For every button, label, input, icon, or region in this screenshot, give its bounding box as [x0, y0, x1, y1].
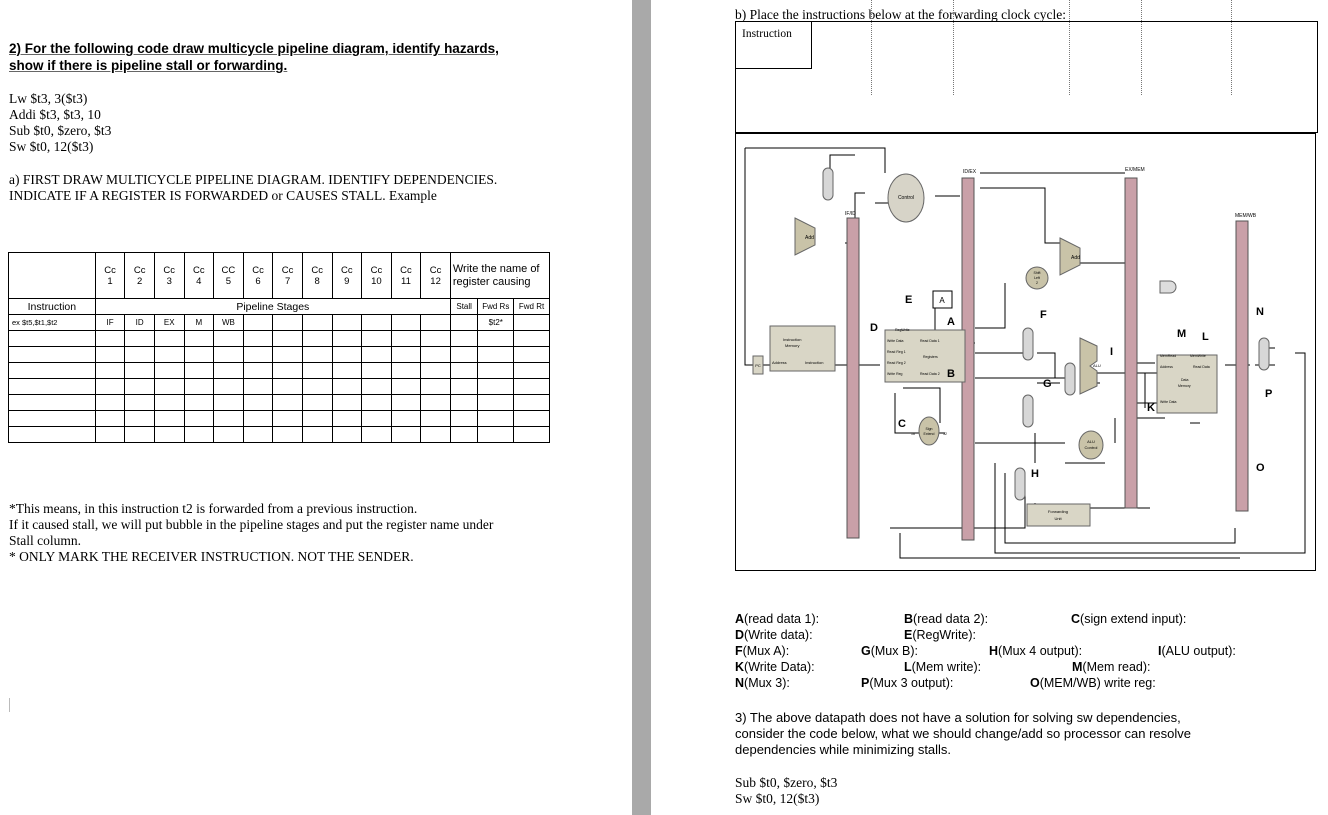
table-row[interactable]	[9, 347, 96, 363]
note-line-4: * ONLY MARK THE RECEIVER INSTRUCTION. NOT THE SENDER.	[9, 549, 414, 564]
point-b: B	[947, 368, 955, 380]
cycle-header-2: Cc 2	[125, 253, 155, 299]
legend-l: L(Mem write):	[904, 660, 982, 674]
mux-a	[1023, 328, 1033, 360]
code-line-2: Addi $t3, $t3, 10	[9, 107, 101, 122]
q3-code-line-1: Sub $t0, $zero, $t3	[735, 775, 838, 790]
ifid-pipeline-register	[847, 218, 859, 538]
cycle-header-5: CC 5	[214, 253, 244, 299]
mux-4	[1015, 468, 1025, 500]
svg-text:2: 2	[1036, 281, 1038, 285]
question-3-line-3: dependencies while minimizing stalls.	[735, 742, 952, 757]
branch-and-gate	[1160, 281, 1176, 293]
mux-2	[823, 168, 833, 200]
legend-g: G(Mux B):	[861, 644, 918, 658]
left-document-page	[0, 0, 632, 815]
stage-wb: WB	[214, 315, 244, 331]
svg-text:Address: Address	[1160, 365, 1173, 369]
part-a-line-2: INDICATE IF A REGISTER IS FORWARDED or CAUSES STALL. Example	[9, 188, 437, 203]
svg-text:Read Data: Read Data	[1193, 365, 1210, 369]
point-k: K	[1147, 402, 1155, 414]
grid-divider	[1069, 0, 1070, 95]
point-g: G	[1043, 378, 1052, 390]
svg-text:ALU: ALU	[1087, 439, 1095, 444]
code-line-3: Sub $t0, $zero, $t3	[9, 123, 112, 138]
table-row[interactable]	[9, 427, 96, 443]
point-c: C	[898, 418, 906, 430]
grid-divider	[871, 0, 872, 95]
svg-text:MEM/WB: MEM/WB	[1235, 213, 1257, 219]
stage-id: ID	[125, 315, 155, 331]
note-line-2: If it caused stall, we will put bubble in the pipeline stages and put the register name under	[9, 517, 494, 532]
table-row[interactable]	[9, 411, 96, 427]
legend-n: N(Mux 3):	[735, 676, 790, 690]
svg-text:Instruction: Instruction	[783, 337, 802, 342]
svg-text:PC: PC	[755, 363, 761, 368]
point-i: I	[1110, 346, 1114, 358]
point-e: E	[905, 294, 913, 306]
legend-f: F(Mux A):	[735, 644, 790, 658]
svg-text:ALU: ALU	[1093, 363, 1101, 368]
fwd-rt-header: Fwd Rt	[514, 299, 550, 315]
svg-text:Read Data 2: Read Data 2	[920, 372, 940, 376]
svg-text:16: 16	[911, 432, 915, 436]
stage-m: M	[184, 315, 214, 331]
cycle-header-4: Cc 4	[184, 253, 214, 299]
pipeline-stages-header: Pipeline Stages	[95, 299, 450, 315]
legend-i: I(ALU output):	[1158, 644, 1236, 658]
point-a: A	[947, 316, 955, 328]
legend-b: B(read data 2):	[904, 612, 989, 626]
grid-divider	[953, 0, 954, 95]
part-a-line-1: a) FIRST DRAW MULTICYCLE PIPELINE DIAGRAM. IDENTIFY DEPENDENCIES.	[9, 172, 498, 187]
point-n: N	[1256, 306, 1264, 318]
legend-m: M(Mem read):	[1072, 660, 1151, 674]
cycle-header-8: Cc 8	[302, 253, 332, 299]
exmem-pipeline-register	[1125, 178, 1137, 508]
svg-text:Data: Data	[1181, 378, 1189, 382]
svg-text:EX/MEM: EX/MEM	[1125, 167, 1145, 173]
legend-k: K(Write Data):	[735, 660, 815, 674]
pipeline-table	[8, 252, 550, 443]
write-register-name-header: Write the name of register causing	[450, 253, 549, 299]
cycle-header-1: Cc 1	[95, 253, 125, 299]
datapath-diagram	[735, 133, 1316, 571]
code-line-4: Sw $t0, 12($t3)	[9, 139, 94, 154]
point-l: L	[1202, 331, 1209, 343]
legend-d: D(Write data):	[735, 628, 813, 642]
question-3-line-1: 3) The above datapath does not have a solution for solving sw dependencies,	[735, 710, 1181, 725]
point-d: D	[870, 322, 878, 334]
svg-text:Forwarding: Forwarding	[1047, 509, 1069, 514]
cycle-header-6: Cc 6	[243, 253, 273, 299]
svg-text:Write Data: Write Data	[1160, 400, 1177, 404]
note-line-1: *This means, in this instruction t2 is forwarded from a previous instruction.	[9, 501, 418, 516]
svg-text:Control: Control	[897, 195, 915, 201]
mux-1	[1065, 363, 1075, 395]
mux-3	[1259, 338, 1269, 370]
fwd-rs-cell: $t2*	[478, 315, 514, 331]
code-line-1: Lw $t3, 3($t3)	[9, 91, 88, 106]
question-3-line-2: consider the code below, what we should change/add so processor can resolve	[735, 726, 1192, 741]
svg-text:Control: Control	[1084, 445, 1098, 450]
cycle-header-10: Cc 10	[362, 253, 392, 299]
example-instruction: ex $t5,$t1,$t2	[9, 315, 96, 331]
cycle-header-3: Cc 3	[154, 253, 184, 299]
table-row[interactable]	[9, 395, 96, 411]
svg-text:Read Reg 2: Read Reg 2	[887, 361, 906, 365]
text-cursor	[9, 698, 10, 712]
legend-h: H(Mux 4 output):	[989, 644, 1083, 658]
svg-text:Extend: Extend	[923, 432, 935, 436]
legend-e: E(RegWrite):	[904, 628, 977, 642]
q3-code-line-2: Sw $t0, 12($t3)	[735, 791, 820, 806]
svg-text:MemRead: MemRead	[1160, 354, 1177, 358]
legend-c: C(sign extend input):	[1071, 612, 1187, 626]
right-document-page	[651, 0, 1328, 815]
cycle-header-11: Cc 11	[391, 253, 421, 299]
svg-text:Read Data 1: Read Data 1	[920, 339, 940, 343]
stall-cell[interactable]	[450, 315, 478, 331]
table-row[interactable]	[9, 379, 96, 395]
svg-text:RegWrite: RegWrite	[895, 328, 910, 332]
svg-text:Registers: Registers	[923, 355, 938, 359]
grid-divider	[1231, 0, 1232, 95]
svg-text:Sign: Sign	[925, 427, 933, 431]
svg-text:Left: Left	[1034, 276, 1040, 280]
svg-text:Shift: Shift	[1033, 271, 1041, 275]
svg-text:IF/ID: IF/ID	[845, 211, 856, 217]
svg-text:A: A	[939, 296, 945, 305]
instruction-box-label: Instruction	[742, 28, 792, 40]
svg-text:Address: Address	[772, 360, 787, 365]
question-2-line-1: 2) For the following code draw multicycle pipeline diagram, identify hazards,	[9, 41, 499, 56]
fwd-rt-cell[interactable]	[514, 315, 550, 331]
cycle-header-7: Cc 7	[273, 253, 303, 299]
svg-text:Unit: Unit	[1054, 516, 1062, 521]
point-p: P	[1265, 388, 1273, 400]
table-row[interactable]	[9, 363, 96, 379]
svg-text:ID/EX: ID/EX	[963, 169, 977, 175]
fwd-rs-header: Fwd Rs	[478, 299, 514, 315]
svg-text:32: 32	[943, 432, 947, 436]
point-o: O	[1256, 462, 1265, 474]
svg-text:Memory: Memory	[785, 343, 800, 348]
mux-b	[1023, 395, 1033, 427]
cycle-header-12: Cc 12	[421, 253, 451, 299]
sign-extend	[919, 417, 939, 445]
point-h: H	[1031, 468, 1039, 480]
point-f: F	[1040, 309, 1047, 321]
forwarding-unit	[1027, 504, 1090, 526]
svg-text:Memory: Memory	[1178, 384, 1191, 388]
legend-o: O(MEM/WB) write reg:	[1030, 676, 1156, 690]
instruction-header: Instruction	[9, 299, 96, 315]
legend-p: P(Mux 3 output):	[861, 676, 954, 690]
question-2-line-2: show if there is pipeline stall or forwarding.	[9, 58, 288, 73]
svg-text:Add: Add	[805, 235, 814, 241]
svg-text:Read Reg 1: Read Reg 1	[887, 350, 906, 354]
note-line-3: Stall column.	[9, 533, 81, 548]
memwb-pipeline-register	[1236, 221, 1248, 511]
svg-text:Write Data: Write Data	[887, 339, 904, 343]
part-b-heading: b) Place the instructions below at the forwarding clock cycle:	[735, 7, 1067, 22]
svg-text:Write Reg: Write Reg	[887, 372, 903, 376]
svg-text:Add: Add	[1071, 255, 1080, 261]
table-row[interactable]	[9, 331, 96, 347]
grid-divider	[1141, 0, 1142, 95]
stall-header: Stall	[450, 299, 478, 315]
legend-a: A(read data 1):	[735, 612, 820, 626]
cycle-header-9: Cc 9	[332, 253, 362, 299]
stage-if: IF	[95, 315, 125, 331]
svg-text:MemWrite: MemWrite	[1190, 354, 1206, 358]
svg-text:Instruction: Instruction	[805, 360, 824, 365]
stage-ex: EX	[154, 315, 184, 331]
point-m: M	[1177, 328, 1187, 340]
